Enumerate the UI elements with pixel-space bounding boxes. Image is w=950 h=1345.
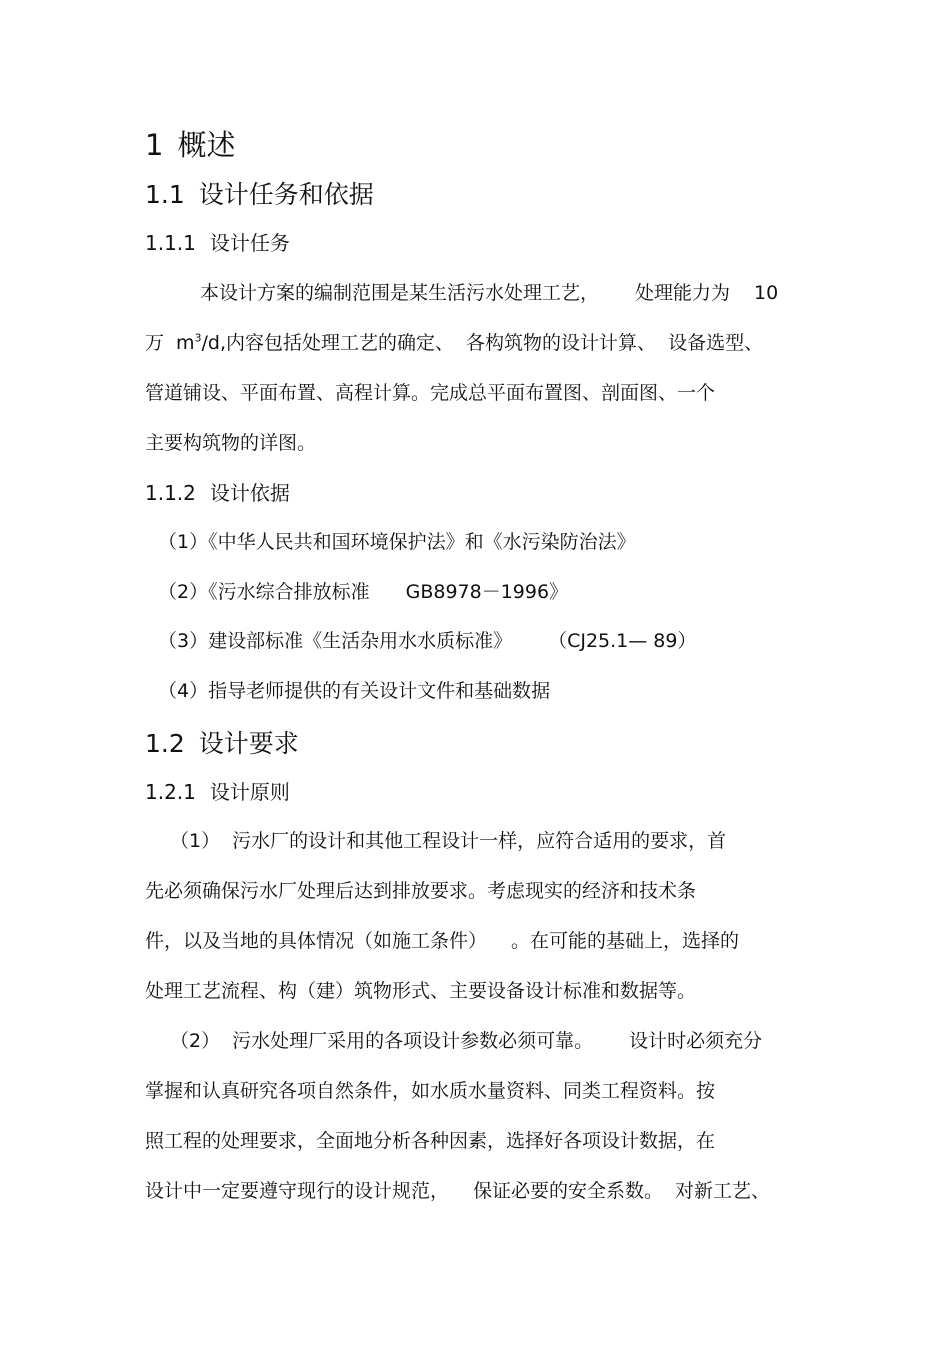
principle-1-line-1 [170, 832, 726, 851]
task-paragraph-line-1 [200, 284, 778, 303]
task-paragraph-line-3: 管道铺设、平面布置、高程计算。完成总平面布置图、剖面图、一个 [145, 382, 716, 404]
principle-2-line-1 [170, 1032, 762, 1051]
text-span: 设备选型、 [668, 332, 764, 354]
section-title: 设计任务和依据 [198, 180, 374, 209]
subsection-title: 设计任务 [209, 231, 290, 255]
subsection-title: 设计依据 [209, 481, 290, 505]
task-paragraph-line-4: 主要构筑物的详图。 [145, 432, 317, 454]
text-span: 万 [145, 332, 165, 354]
text-span: 处理能力为 [635, 282, 731, 304]
section-number: 1.2 [145, 729, 185, 758]
text-span: （CJ25.1— 89） [548, 630, 697, 652]
subsection-heading-1-1-2 [145, 483, 290, 503]
subsection-number: 1.1.1 [145, 231, 196, 255]
basis-item-4: （4）指导老师提供的有关设计文件和基础数据 [158, 680, 551, 702]
principle-2-line-2: 掌握和认真研究各项自然条件，如水质水量资料、同类工程资料。按 [145, 1080, 716, 1102]
text-span: m [176, 332, 195, 354]
principle-2-line-4 [145, 1182, 770, 1201]
text-span: 保证必要的安全系数。 [473, 1180, 664, 1202]
text-span: 本设计方案的编制范围是某生活污水处理工艺， [200, 282, 600, 304]
principle-1-line-3 [145, 932, 739, 951]
section-heading-1-2 [145, 731, 299, 756]
basis-item-2 [158, 583, 568, 602]
text-span: 污水处理厂采用的各项设计参数必须可靠。 [232, 1030, 594, 1052]
superscript: 3 [194, 331, 202, 345]
principle-1-line-2: 先必须确保污水厂处理后达到排放要求。考虑现实的经济和技术条 [145, 880, 697, 902]
chapter-title: 概述 [177, 128, 236, 162]
section-heading-1-1 [145, 182, 374, 207]
text-span: 污水厂的设计和其他工程设计一样，应符合适用的要求，首 [232, 830, 727, 852]
subsection-number: 1.2.1 [145, 780, 196, 804]
text-span: （2）《污水综合排放标准 [158, 581, 370, 603]
text-span: 设计时必须充分 [629, 1030, 763, 1052]
section-title: 设计要求 [198, 729, 299, 758]
subsection-number: 1.1.2 [145, 481, 196, 505]
text-span: 件，以及当地的具体情况（如施工条件） [145, 930, 488, 952]
section-number: 1.1 [145, 180, 185, 209]
text-span: 10 [754, 282, 779, 304]
chapter-heading [145, 128, 236, 162]
text-span: /d,内容包括处理工艺的确定、 [201, 332, 455, 354]
text-span: 设计中一定要遵守现行的设计规范， [145, 1180, 450, 1202]
text-span: 。在可能的基础上，选择的 [511, 930, 740, 952]
text-span: （2） [170, 1030, 221, 1052]
basis-item-3 [158, 632, 697, 651]
subsection-heading-1-2-1 [145, 782, 290, 802]
subsection-heading-1-1-1 [145, 233, 290, 253]
text-span: （3）建设部标准《生活杂用水水质标准》 [158, 630, 513, 652]
principle-2-line-3: 照工程的处理要求，全面地分析各种因素，选择好各项设计数据，在 [145, 1130, 716, 1152]
subsection-title: 设计原则 [209, 780, 290, 804]
text-span: 对新工艺、 [675, 1180, 771, 1202]
task-paragraph-line-2 [145, 331, 764, 354]
text-span: （1） [170, 830, 221, 852]
principle-1-line-4: 处理工艺流程、构（建）筑物形式、主要设备设计标准和数据等。 [145, 980, 697, 1002]
text-span: GB8978－1996》 [405, 581, 569, 603]
text-span: 各构筑物的设计计算、 [466, 332, 657, 354]
basis-item-1: （1）《中华人民共和国环境保护法》和《水污染防治法》 [158, 531, 636, 553]
chapter-number: 1 [145, 128, 164, 162]
